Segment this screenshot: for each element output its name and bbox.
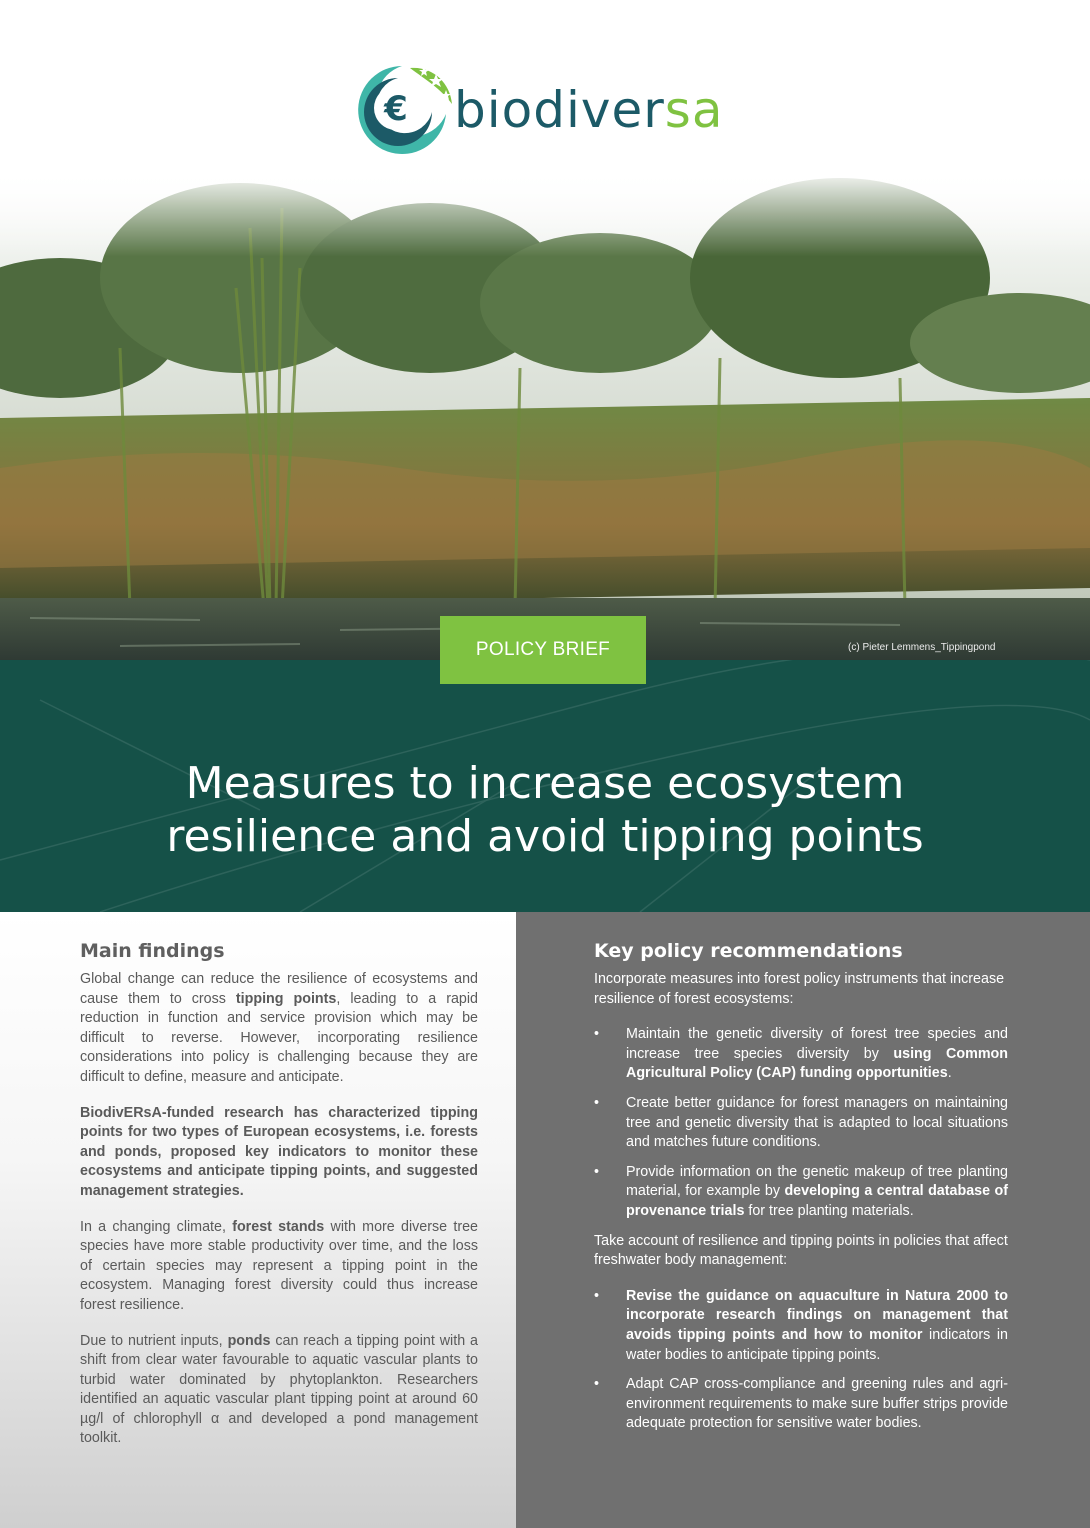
finding-paragraph-1 (80, 970, 478, 1088)
finding-paragraph-4 (80, 1332, 478, 1450)
text-run: with more diverse tree species have more stable productivity over time, and the loss of certain species may represent a tipping point in the ecosystem. Managing forest diversity could thus increase forest resilience. (80, 1218, 478, 1313)
text-run: In a changing climate, (80, 1218, 233, 1235)
text-run: . (947, 1065, 952, 1082)
biodiversa-logo (340, 55, 760, 165)
recommendation-item (594, 1025, 1008, 1084)
logo-text-main: biodiver (454, 81, 665, 139)
recommendations-heading: Key policy recommendations (594, 940, 903, 962)
bold-text-run: developing a central database of provenance trials (626, 1183, 1008, 1219)
bold-text-run: BiodivERsA-funded research has characterized tipping points for two types of European ecosystems, i.e. forests and ponds, proposed key indicators to monitor these ecosystems and anticipate tipping points, and suggested management strategies. (80, 1104, 478, 1199)
title-line-2: resilience and avoid tipping points (166, 811, 924, 863)
finding-paragraph-2 (80, 1104, 478, 1202)
euro-globe-stars-icon (340, 60, 460, 160)
freshwater-recommendations-list (594, 1287, 1008, 1434)
finding-paragraph-3 (80, 1218, 478, 1316)
bold-text-run: ponds (227, 1332, 271, 1349)
text-run: Due to nutrient inputs, (80, 1332, 228, 1349)
forest-recommendations-list (594, 1025, 1008, 1221)
text-run: Adapt CAP cross-compliance and greening rules and agri-environment requirements to make sure buffer strips provide adequate protection for sensitive water bodies. (626, 1376, 1008, 1432)
photo-credit: (c) Pieter Lemmens_Tippingpond (848, 642, 996, 653)
bold-text-run: using Common Agricultural Policy (CAP) funding opportunities (626, 1045, 1009, 1082)
recommendation-item (594, 1375, 1008, 1434)
bold-text-run: forest stands (232, 1218, 325, 1235)
logo-wordmark (454, 81, 724, 139)
freshwater-intro: Take account of resilience and tipping points in policies that affect freshwater body management: (594, 1232, 1008, 1269)
forest-intro: Incorporate measures into forest policy instruments that increase resilience of forest ecosystems: (594, 971, 1005, 1007)
recommendation-item (594, 1287, 1008, 1365)
text-run: Create better guidance for forest managers on maintaining tree and genetic diversity that is adapted to local situations and matches future conditions. (626, 1094, 1008, 1151)
key-policy-recommendations (594, 940, 1008, 1444)
page-title (60, 757, 1030, 863)
recommendation-item (594, 1163, 1008, 1222)
text-run: Global change can reduce the resilience of ecosystems and cause them to cross (80, 971, 478, 1007)
text-run: Provide information on the genetic makeup of tree planting material, for example by (626, 1163, 1008, 1200)
text-run: Maintain the genetic diversity of forest tree species and increase tree species diversity by (626, 1026, 1008, 1062)
logo-text-accent: sa (664, 81, 724, 139)
title-line-1: Measures to increase ecosystem (185, 758, 905, 810)
text-run: , leading to a rapid reduction in function and service provision which may be difficult to reverse. However, incorporating resilience considerations into policy is challenging because they are difficult to define, measure and anticipate. (80, 990, 479, 1085)
text-run: can reach a tipping point with a shift from clear water favourable to aquatic vascular plants to turbid water dominated by phytoplankton. Researchers identified an aquatic vascular plant tipping point at around 60 µg/l of chlorophyll α and developed a pond management toolkit. (80, 1332, 479, 1447)
svg-text:€: € (384, 89, 408, 129)
main-findings (80, 940, 478, 1465)
bold-text-run: Revise the guidance on aquaculture in Natura 2000 to incorporate research findings on management that avoids tipping points and how to monitor (626, 1287, 1008, 1343)
text-run: for tree planting materials. (744, 1202, 914, 1219)
text-run: indicators in water bodies to anticipate tipping points. (626, 1326, 1008, 1363)
cover-photo (0, 168, 1090, 660)
bold-text-run: tipping points (235, 990, 337, 1007)
policy-brief-badge: POLICY BRIEF (440, 616, 646, 684)
recommendation-item (594, 1094, 1008, 1153)
main-findings-heading: Main findings (80, 940, 225, 962)
